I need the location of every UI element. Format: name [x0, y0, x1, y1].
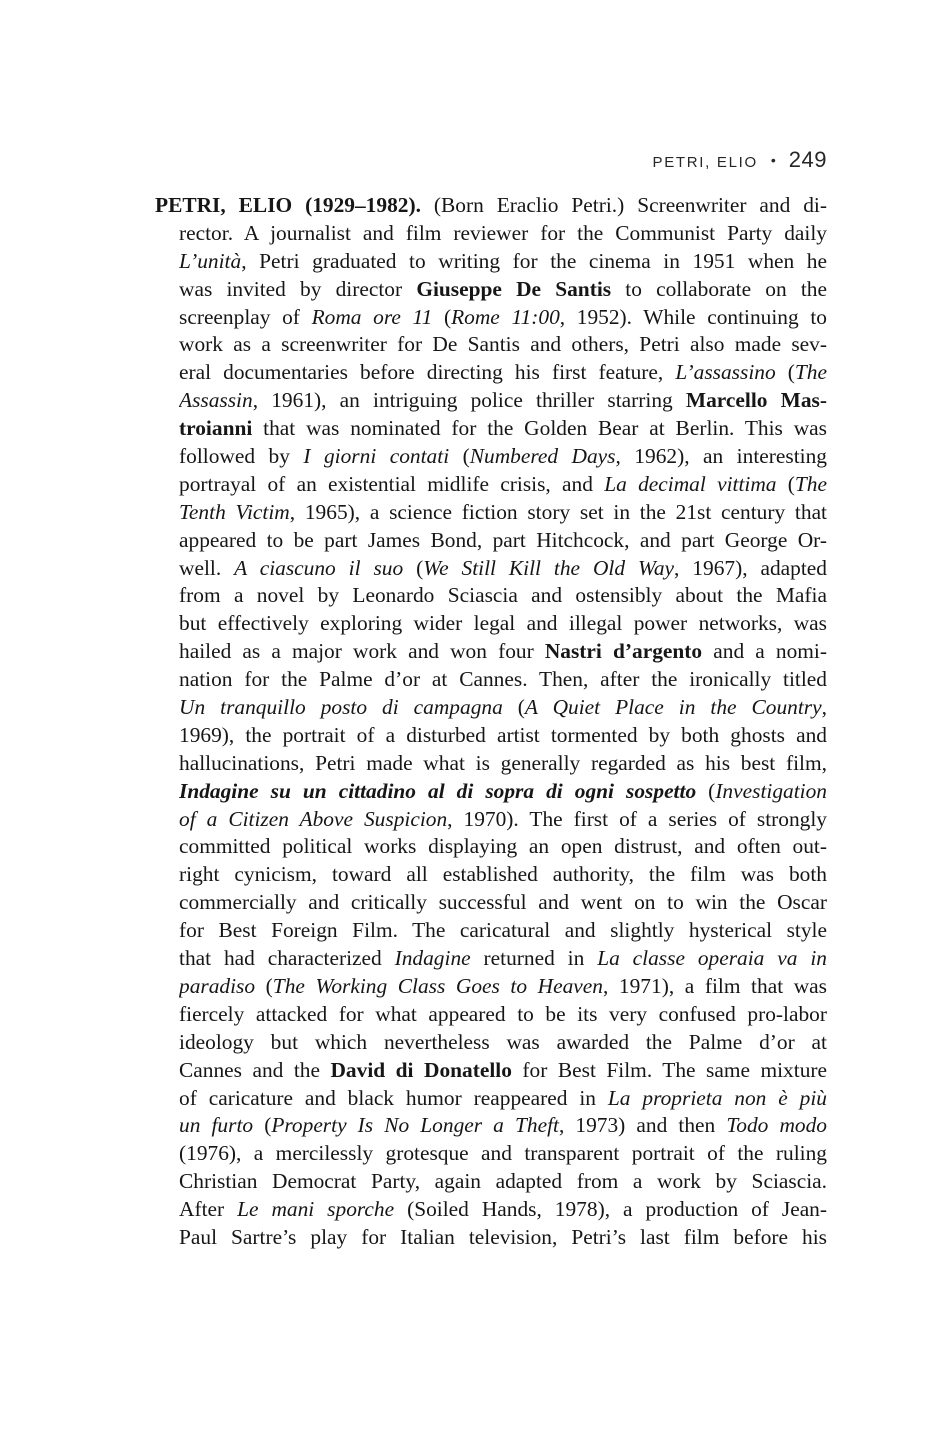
- text-line: [179, 527, 827, 555]
- text-run: rector. A journalist and film reviewer for the Communist Party daily: [179, 220, 827, 245]
- text-run: to collaborate on the: [611, 276, 827, 301]
- running-header: [652, 147, 827, 173]
- text-run: right cynicism, toward all established authority, the film was both: [179, 862, 827, 887]
- text-line: [179, 973, 827, 1001]
- text-line: [179, 1224, 827, 1252]
- text-run: Tenth Victim: [179, 499, 290, 524]
- text-run: , 1970). The first of a series of strongly: [447, 806, 827, 831]
- text-line: [179, 1085, 827, 1113]
- text-line: [179, 1029, 827, 1057]
- text-run: committed political works displaying an open distrust, and often out-: [179, 834, 827, 859]
- text-run: returned in: [470, 946, 598, 971]
- text-run: eral documentaries before directing his first feature,: [179, 360, 676, 385]
- text-line: [179, 471, 827, 499]
- text-line: [179, 220, 827, 248]
- text-line: [179, 833, 827, 861]
- text-line: [179, 917, 827, 945]
- text-run: of a Citizen Above Suspicion: [179, 806, 448, 831]
- text-run: screenplay of: [179, 304, 312, 329]
- text-run: La classe operaia va in: [597, 946, 827, 971]
- text-run: Cannes and the: [179, 1057, 331, 1082]
- text-run: Todo modo: [726, 1113, 827, 1138]
- text-run: ideology but which nevertheless was awarded the Palme d’or at: [179, 1029, 827, 1054]
- text-run: Marcello Mas-: [685, 388, 827, 413]
- text-run: appeared to be part James Bond, part Hitchcock, and part George Or-: [179, 527, 827, 552]
- text-line: [155, 192, 827, 220]
- text-run: ,: [821, 695, 827, 720]
- text-run: , 1973) and then: [558, 1113, 727, 1138]
- text-run: fiercely attacked for what appeared to be its very confused pro-labor: [179, 1001, 827, 1026]
- text-run: Numbered Days: [469, 444, 616, 469]
- text-run: David di Donatello: [330, 1057, 512, 1082]
- text-run: (Born Eraclio Petri.) Screenwriter and di-: [420, 193, 827, 217]
- text-run: (1976), a mercilessly grotesque and transparent portrait of the ruling: [179, 1141, 827, 1166]
- text-line: [179, 1001, 827, 1029]
- text-run: and a nomi-: [702, 639, 827, 664]
- text-line: [179, 610, 827, 638]
- text-run: commercially and critically successful and went on to win the Oscar: [179, 890, 827, 915]
- text-run: Un tranquillo posto di campagna: [179, 695, 503, 720]
- text-run: followed by: [179, 444, 304, 469]
- text-run: PETRI, ELIO (1929–1982).: [155, 193, 421, 217]
- text-run: The Working Class Goes to Heaven: [272, 973, 603, 998]
- text-line: [179, 694, 827, 722]
- text-line: [179, 331, 827, 359]
- text-run: well.: [179, 555, 235, 580]
- text-run: Paul Sartre’s play for Italian television, Petri’s last film before his: [179, 1224, 827, 1249]
- text-run: but effectively exploring wider legal and illegal power networks, was: [179, 611, 827, 636]
- text-run: La decimal vittima: [604, 471, 777, 496]
- text-run: for Best Foreign Film. The caricatural and slightly hysterical style: [179, 918, 827, 943]
- text-run: work as a screenwriter for De Santis and others, Petri also made sev-: [179, 332, 827, 357]
- text-run: hallucinations, Petri made what is generally regarded as his best film,: [179, 750, 827, 775]
- text-line: [179, 248, 827, 276]
- text-run: We Still Kill the Old Way: [423, 555, 675, 580]
- text-run: portrayal of an existential midlife crisis, and: [179, 471, 605, 496]
- text-line: [179, 1140, 827, 1168]
- text-run: Christian Democrat Party, again adapted from a work by Sciascia.: [179, 1169, 827, 1194]
- text-run: The: [794, 471, 827, 496]
- text-run: La proprieta non è più: [607, 1085, 827, 1110]
- text-run: 1969), the portrait of a disturbed artist tormented by both ghosts and: [179, 722, 827, 747]
- text-run: Roma ore 11: [311, 304, 433, 329]
- text-line: [179, 722, 827, 750]
- text-run: paradiso: [179, 973, 256, 998]
- text-run: un furto: [179, 1113, 254, 1138]
- text-run: from a novel by Leonardo Sciascia and ostensibly about the Mafia: [179, 583, 827, 608]
- running-head-title: PETRI, ELIO: [652, 154, 758, 171]
- text-run: , 1965), a science fiction story set in the 21st century that: [289, 499, 827, 524]
- text-run: Property Is No Longer a Theft: [271, 1113, 559, 1138]
- entry-text: [155, 192, 827, 1252]
- text-line: [179, 415, 827, 443]
- text-run: , Petri graduated to writing for the cinema in 1951 when he: [241, 248, 827, 273]
- text-run: , 1967), adapted: [674, 555, 827, 580]
- text-line: [179, 638, 827, 666]
- text-run: Nastri d’argento: [544, 639, 703, 664]
- text-run: of caricature and black humor reappeared in: [179, 1085, 608, 1110]
- text-line: [179, 555, 827, 583]
- text-run: was invited by director: [179, 276, 417, 301]
- text-run: Rome 11:00: [451, 304, 560, 329]
- text-line: [179, 1196, 827, 1224]
- text-run: , 1961), an intriguing police thriller starring: [252, 388, 686, 413]
- text-run: (: [775, 360, 795, 385]
- text-run: Investigation: [715, 778, 827, 803]
- text-run: Le mani sporche: [237, 1197, 395, 1222]
- text-line: [179, 387, 827, 415]
- text-run: (: [696, 778, 716, 803]
- bullet-separator-icon: •: [770, 152, 776, 168]
- text-line: [179, 1112, 827, 1140]
- text-line: [179, 889, 827, 917]
- page-number: 249: [788, 147, 827, 172]
- text-run: A ciascuno il suo: [234, 555, 404, 580]
- text-line: [179, 1168, 827, 1196]
- text-run: Indagine: [394, 946, 471, 971]
- text-run: , 1952). While continuing to: [559, 304, 827, 329]
- text-line: [179, 582, 827, 610]
- text-run: (Soiled Hands, 1978), a production of Jean-: [394, 1197, 827, 1222]
- text-line: [179, 778, 827, 806]
- text-run: that had characterized: [179, 946, 395, 971]
- text-run: nation for the Palme d’or at Cannes. Then, after the ironically titled: [179, 667, 827, 692]
- text-line: [179, 276, 827, 304]
- text-line: [179, 861, 827, 889]
- text-run: troianni: [179, 416, 253, 441]
- text-run: (: [432, 304, 452, 329]
- text-run: Indagine su un cittadino al di sopra di ogni sospetto: [179, 778, 697, 803]
- text-run: (: [502, 695, 525, 720]
- text-line: [179, 666, 827, 694]
- text-run: Assassin: [179, 388, 253, 413]
- text-run: that was nominated for the Golden Bear at Berlin. This was: [252, 416, 827, 441]
- text-run: (: [776, 471, 795, 496]
- text-run: The: [794, 360, 827, 385]
- text-run: L’assassino: [675, 360, 776, 385]
- text-line: [179, 945, 827, 973]
- text-run: , 1971), a film that was: [602, 973, 827, 998]
- text-run: I giorni contati: [303, 444, 450, 469]
- text-line: [179, 443, 827, 471]
- text-line: [179, 359, 827, 387]
- text-run: L’unità: [179, 248, 242, 273]
- text-run: After: [179, 1197, 238, 1222]
- text-run: hailed as a major work and won four: [179, 639, 545, 664]
- text-line: [179, 304, 827, 332]
- text-line: [179, 750, 827, 778]
- text-line: [179, 499, 827, 527]
- text-run: for Best Film. The same mixture: [511, 1057, 827, 1082]
- text-run: (: [403, 555, 424, 580]
- text-line: [179, 806, 827, 834]
- text-run: A Quiet Place in the Country: [524, 695, 822, 720]
- text-run: (: [449, 444, 470, 469]
- text-run: , 1962), an interesting: [615, 444, 827, 469]
- text-run: (: [253, 1113, 272, 1138]
- text-run: Giuseppe De Santis: [416, 276, 612, 301]
- text-line: [179, 1057, 827, 1085]
- text-run: (: [255, 973, 273, 998]
